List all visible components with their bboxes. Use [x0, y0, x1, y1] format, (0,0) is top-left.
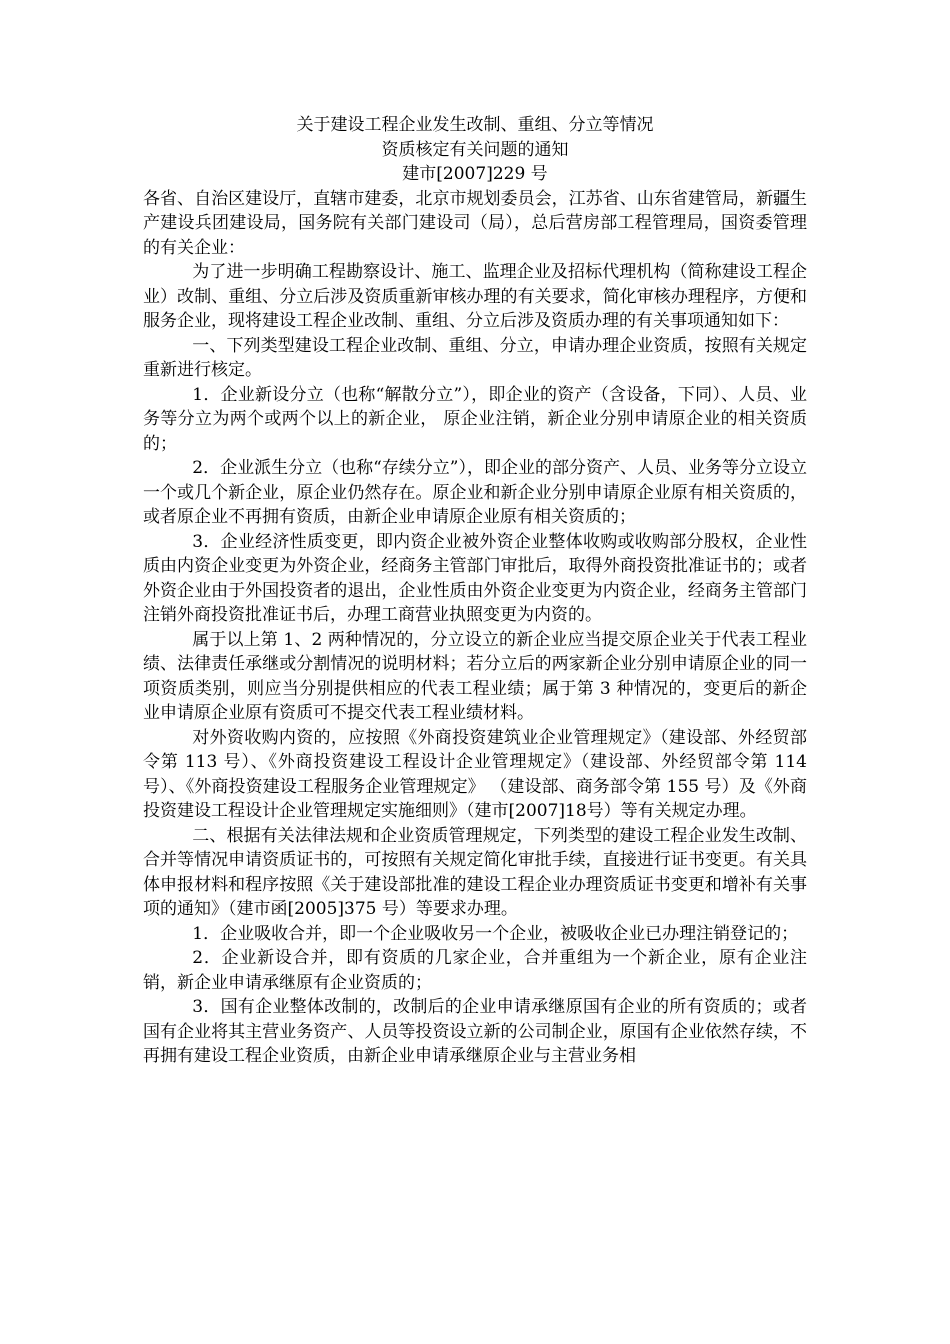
body-paragraph: 属于以上第 1、2 两种情况的，分立设立的新企业应当提交原企业关于代表工程业绩、法律责任承继或分割情况的说明材料；若分立后的两家新企业分别申请原企业的同一项资质类别，则应当分别提供相应的代表工程业绩；属于第 3 种情况的，变更后的新企业申请原企业原有资质可不提交代表工程业绩材料。: [143, 629, 807, 723]
body-paragraph: 2．企业派生分立（也称“存续分立”），即企业的部分资产、人员、业务等分立设立一个或几个新企业，原企业仍然存在。原企业和新企业分别申请原企业原有相关资质的，或者原企业不再拥有资质，由新企业申请原企业原有相关资质的；: [143, 458, 807, 527]
document-number: 建市[2007]229 号: [402, 164, 548, 184]
body-paragraph: 1．企业吸收合并，即一个企业吸收另一个企业，被吸收企业已办理注销登记的；: [192, 923, 799, 944]
document-page: [143, 113, 807, 1069]
body-paragraph: 一、下列类型建设工程企业改制、重组、分立，申请办理企业资质，按照有关规定重新进行核定。: [143, 335, 807, 380]
body-paragraph: 二、根据有关法律法规和企业资质管理规定，下列类型的建设工程企业发生改制、合并等情况申请资质证书的，可按照有关规定简化审批手续，直接进行证书变更。有关具体申报材料和程序按照《关于建设部批准的建设工程企业办理资质证书变更和增补有关事项的通知》（建市函[2005]375 号）等要求办理。: [143, 825, 807, 919]
body-paragraph: 1．企业新设分立（也称“解散分立”），即企业的资产（含设备，下同）、人员、业务等分立为两个或两个以上的新企业， 原企业注销，新企业分别申请原企业的相关资质的；: [143, 384, 807, 454]
document-title-line-1: 关于建设工程企业发生改制、重组、分立等情况: [296, 115, 654, 135]
body-paragraph: 对外资收购内资的，应按照《外商投资建筑业企业管理规定》（建设部、外经贸部令第 113 号）、《外商投资建设工程设计企业管理规定》（建设部、外经贸部令第 114 号）、《外商投资建设工程服务企业管理规定》 （建设部、商务部令第 155 号）及《外商投资建设工程设计企业管理规定实施细则》（建市[2007]18号）等有关规定办理。: [143, 727, 807, 821]
document-title-line-2: 资质核定有关问题的通知: [381, 139, 569, 160]
body-paragraph: 2．企业新设合并，即有资质的几家企业，合并重组为一个新企业，原有企业注销，新企业申请承继原有企业资质的；: [143, 948, 807, 993]
addressee-paragraph: 各省、自治区建设厅，直辖市建委，北京市规划委员会，江苏省、山东省建管局，新疆生产建设兵团建设局，国务院有关部门建设司（局），总后营房部工程管理局，国资委管理的有关企业：: [143, 188, 807, 258]
body-paragraph: 3．国有企业整体改制的，改制后的企业申请承继原国有企业的所有资质的；或者国有企业将其主营业务资产、人员等投资设立新的公司制企业，原国有企业依然存续，不再拥有建设工程企业资质，由新企业申请承继原企业与主营业务相: [143, 997, 807, 1066]
body-paragraph: 3．企业经济性质变更，即内资企业被外资企业整体收购或收购部分股权，企业性质由内资企业变更为外资企业，经商务主管部门审批后，取得外商投资批准证书的；或者外资企业由于外国投资者的退出，企业性质由外资企业变更为内资企业，经商务主管部门注销外商投资批准证书后，办理工商营业执照变更为内资的。: [143, 531, 807, 625]
body-paragraph: 为了进一步明确工程勘察设计、施工、监理企业及招标代理机构（简称建设工程企业）改制、重组、分立后涉及资质重新审核办理的有关要求，简化审核办理程序，方便和服务企业，现将建设工程企业改制、重组、分立后涉及资质办理的有关事项通知如下：: [143, 262, 807, 331]
